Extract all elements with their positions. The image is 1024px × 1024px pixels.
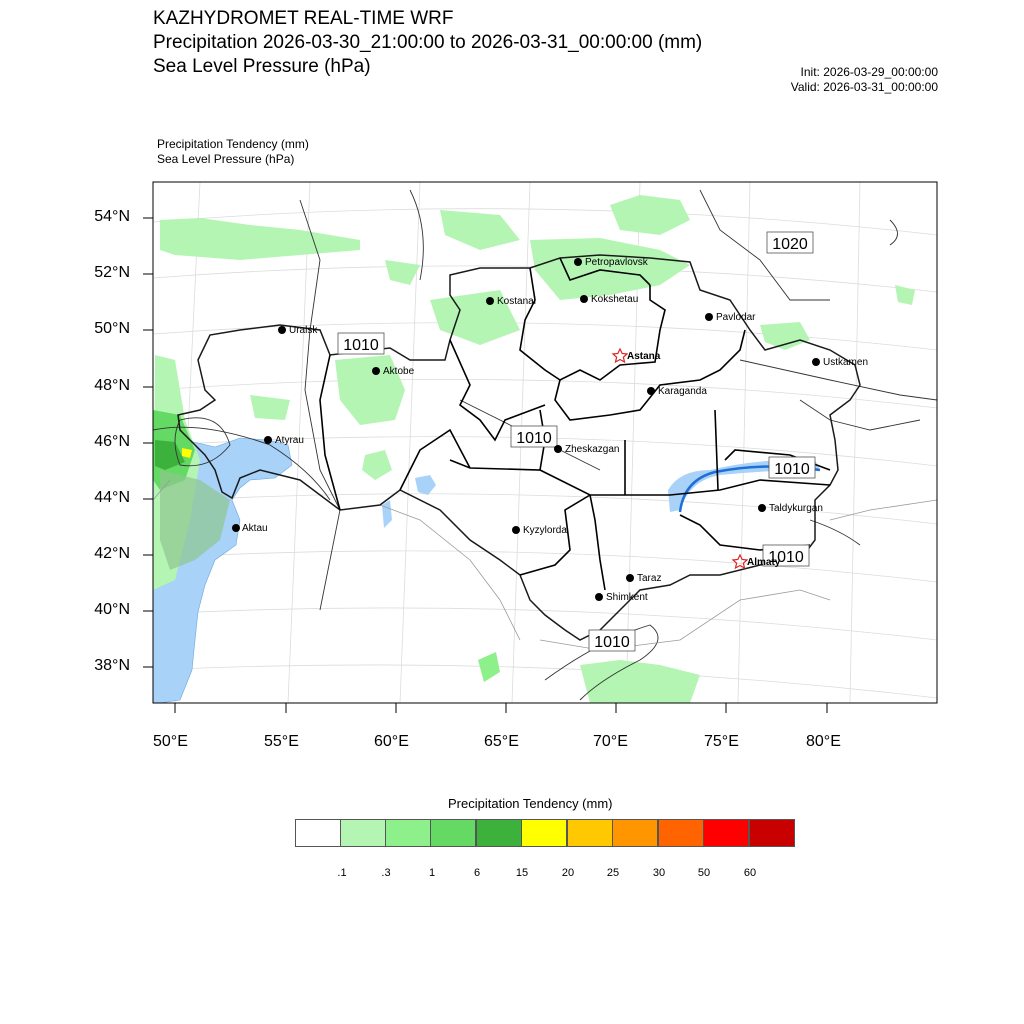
- colorbar-level: 30: [652, 867, 666, 879]
- colorbar-level: 20: [561, 867, 575, 879]
- lat-tick-42: 42°N: [94, 545, 130, 562]
- valid-time: Valid: 2026-03-31_00:00:00: [790, 80, 938, 94]
- colorbar-level: 1: [428, 867, 436, 879]
- lat-tick-52: 52°N: [94, 264, 130, 281]
- lon-tick-55: 55°E: [264, 733, 299, 750]
- colorbar-swatch: [612, 819, 658, 847]
- isobar-label-1010-balkhash: 1010: [774, 461, 810, 478]
- city-label: Aktau: [242, 523, 268, 534]
- city-label: Taldykurgan: [769, 503, 823, 514]
- colorbar-level: 6: [473, 867, 481, 879]
- field-label-precip: Precipitation Tendency (mm): [157, 137, 309, 151]
- isobar-label-1010-south: 1010: [594, 634, 630, 651]
- lat-tick-38: 38°N: [94, 657, 130, 674]
- colorbar-swatch: [749, 819, 795, 847]
- colorbar-swatch: [658, 819, 704, 847]
- city-label: Kostanai: [497, 296, 536, 307]
- colorbar-level: .3: [381, 867, 391, 879]
- colorbar-title: Precipitation Tendency (mm): [448, 796, 613, 811]
- isobar-label-1020: 1020: [772, 236, 808, 253]
- colorbar-level: 60: [743, 867, 757, 879]
- isobar-label-1010-center: 1010: [516, 430, 552, 447]
- colorbar-swatch: [340, 819, 386, 847]
- city-label: Ustkamen: [823, 357, 869, 368]
- city-label: Uralsk: [289, 325, 318, 336]
- lon-tick-80: 80°E: [806, 733, 841, 750]
- city-label: Taraz: [637, 573, 662, 584]
- city-label: Zheskazgan: [565, 444, 620, 455]
- colorbar-level: 25: [606, 867, 620, 879]
- city-label: Shimkent: [606, 592, 648, 603]
- colorbar-level: 50: [697, 867, 711, 879]
- lon-tick-70: 70°E: [593, 733, 628, 750]
- colorbar-swatch: [703, 819, 749, 847]
- colorbar-swatch: [430, 819, 476, 847]
- init-time: Init: 2026-03-29_00:00:00: [800, 65, 938, 79]
- colorbar-swatch: [476, 819, 522, 847]
- colorbar-swatch: [521, 819, 567, 847]
- colorbar-level: .1: [337, 867, 347, 879]
- lon-tick-60: 60°E: [374, 733, 409, 750]
- colorbar-swatch: [295, 819, 341, 847]
- city-label: Atyrau: [275, 435, 304, 446]
- colorbar-level: 15: [515, 867, 529, 879]
- city-label: Kyzylorda: [523, 525, 567, 536]
- city-label-capital: Astana: [627, 351, 661, 362]
- lat-tick-46: 46°N: [94, 433, 130, 450]
- lat-tick-44: 44°N: [94, 489, 130, 506]
- city-label-capital: Almaty: [747, 557, 781, 568]
- lat-tick-54: 54°N: [94, 208, 130, 225]
- isobar-label-1010-aktobe: 1010: [343, 337, 379, 354]
- lon-tick-65: 65°E: [484, 733, 519, 750]
- field-label-slp: Sea Level Pressure (hPa): [157, 152, 295, 166]
- city-label: Pavlodar: [716, 312, 756, 323]
- lat-tick-48: 48°N: [94, 377, 130, 394]
- lat-tick-50: 50°N: [94, 320, 130, 337]
- city-label: Kokshetau: [591, 294, 639, 305]
- map-title: KAZHYDROMET REAL-TIME WRF: [153, 8, 454, 29]
- isobar-label-1010-almaty: 1010: [768, 549, 804, 566]
- lon-tick-50: 50°E: [153, 733, 188, 750]
- city-label: Karaganda: [658, 386, 707, 397]
- colorbar-swatch: [567, 819, 613, 847]
- colorbar-swatch: [385, 819, 431, 847]
- city-label: Aktobe: [383, 366, 415, 377]
- slp-title: Sea Level Pressure (hPa): [153, 56, 371, 77]
- lat-tick-40: 40°N: [94, 601, 130, 618]
- lon-tick-75: 75°E: [704, 733, 739, 750]
- precip-period-title: Precipitation 2026-03-30_21:00:00 to 2026-03-31_00:00:00 (mm): [153, 32, 703, 53]
- city-label: Petropavlovsk: [585, 257, 648, 268]
